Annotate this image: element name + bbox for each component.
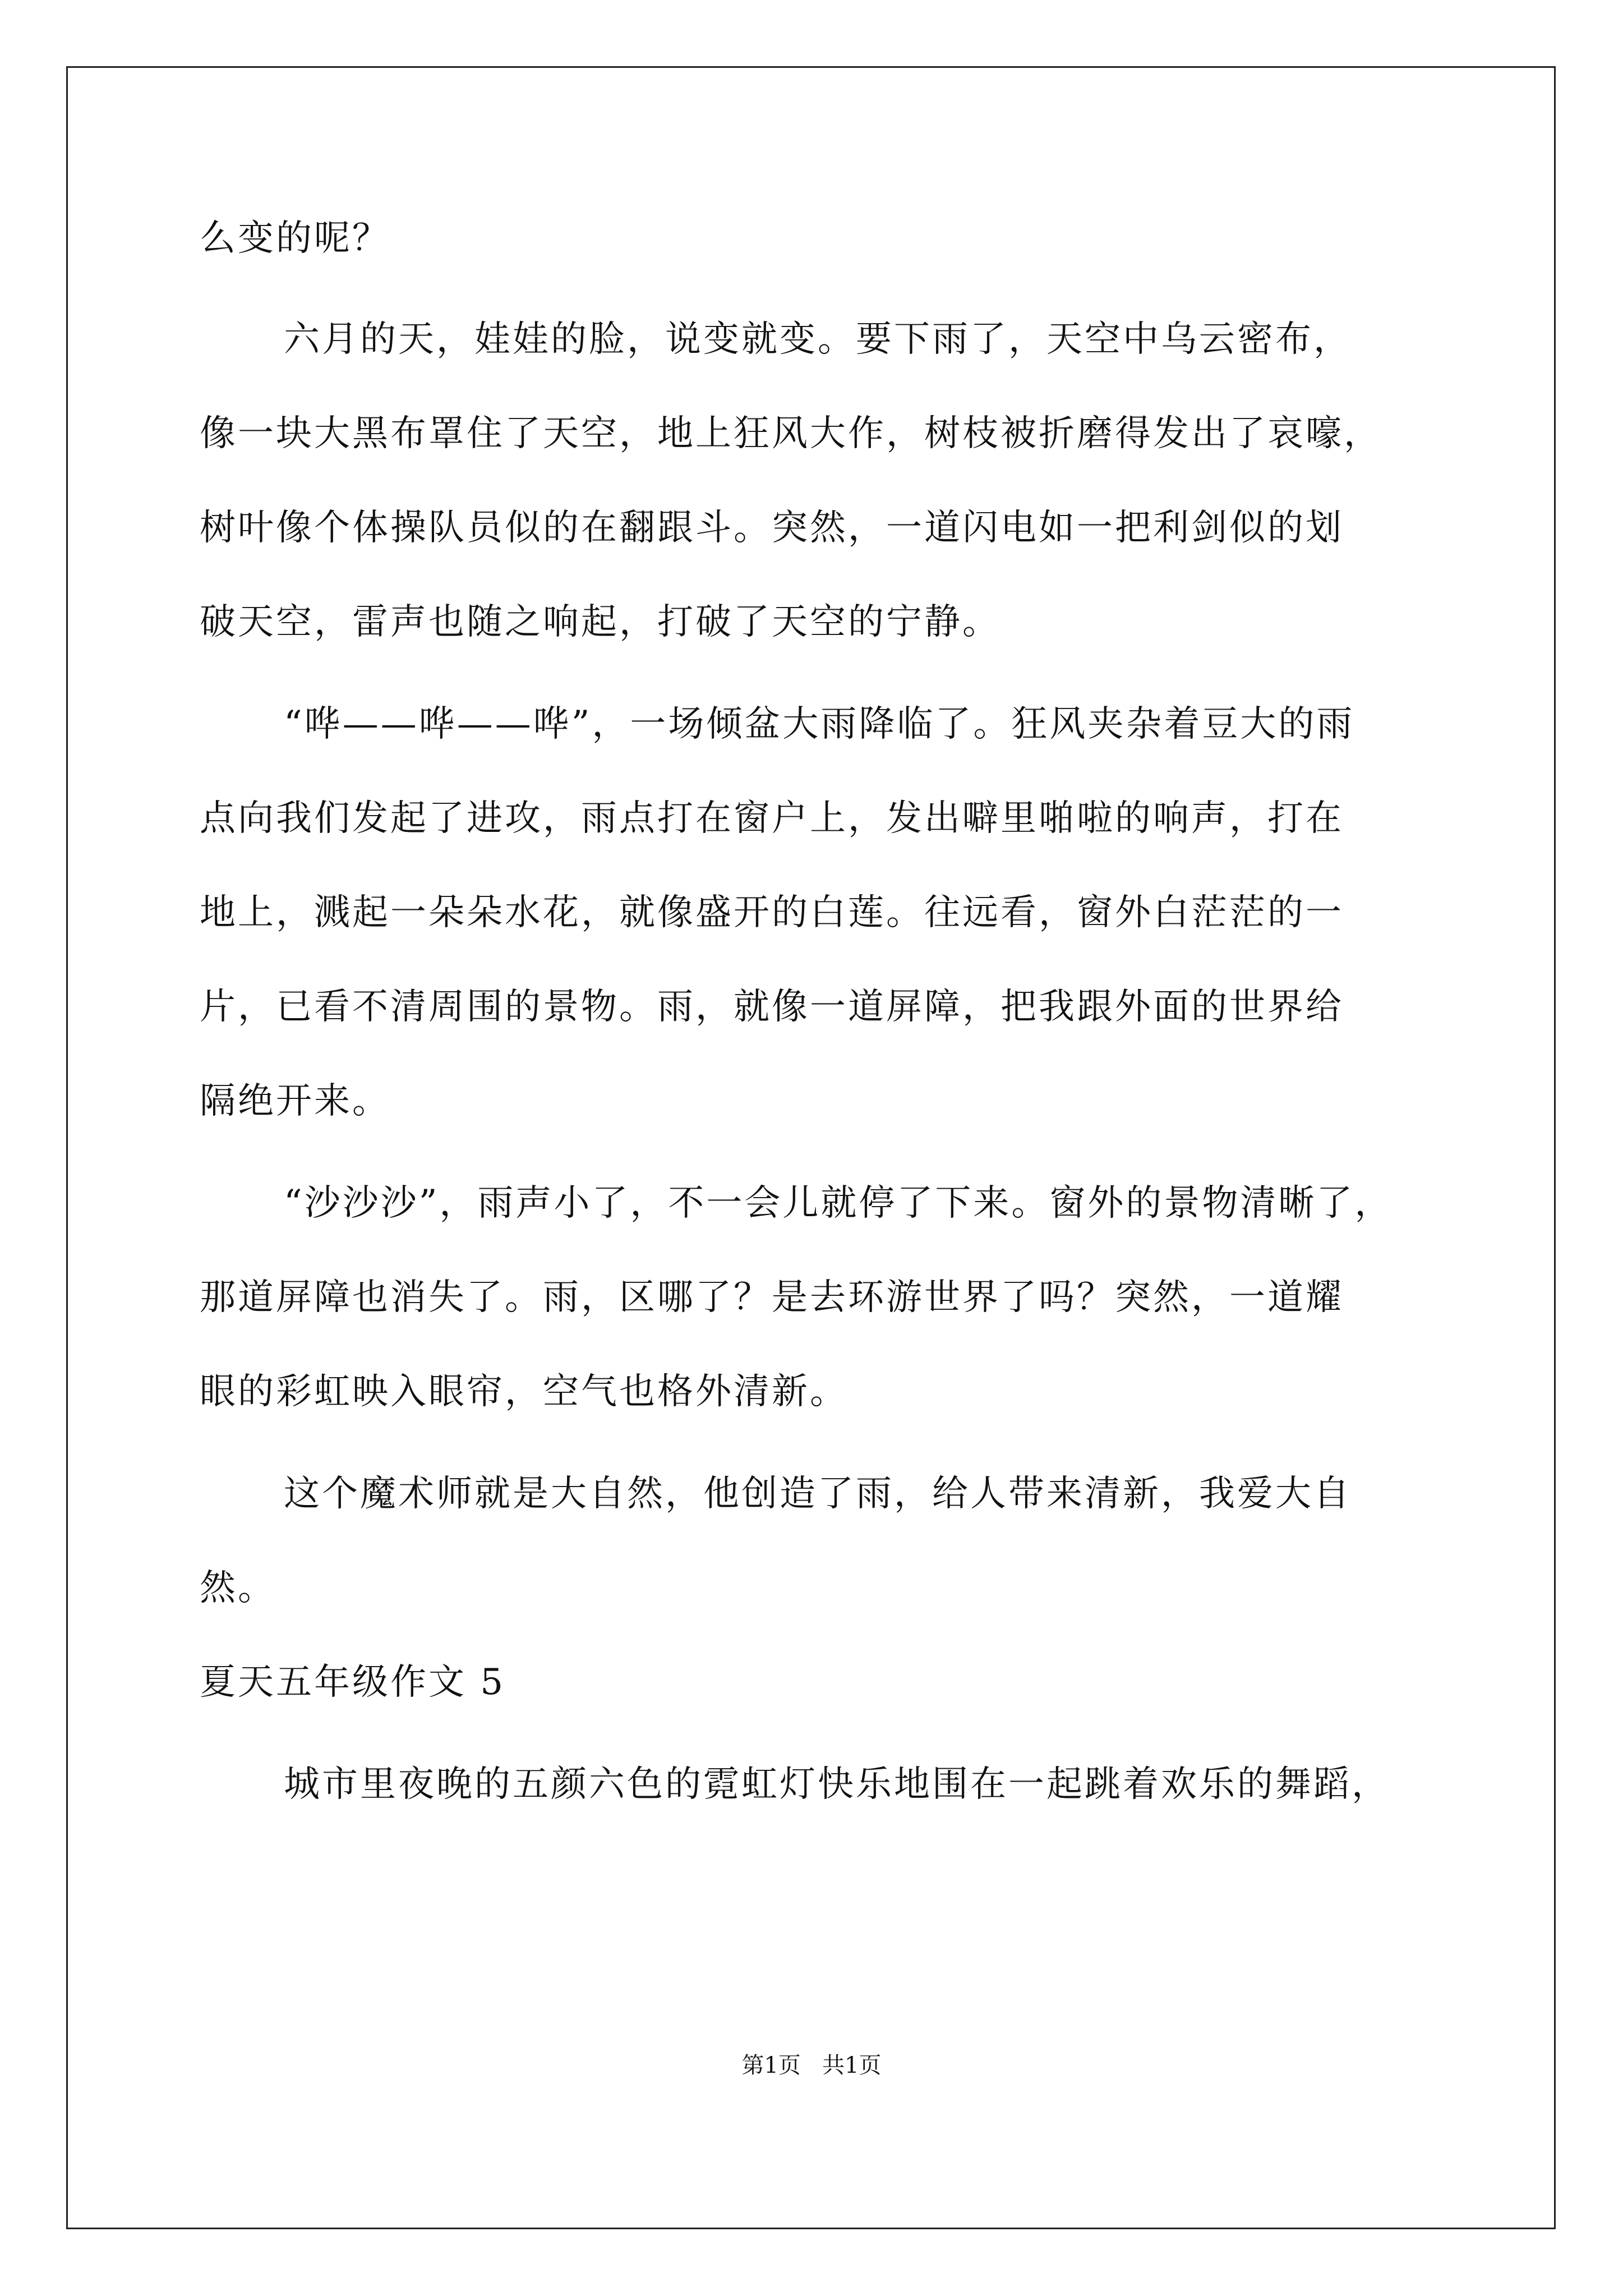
text-line-11: “沙沙沙”，雨声小了，不一会儿就停了下来。窗外的景物清晰了， xyxy=(284,1182,1393,1224)
section-heading: 夏天五年级作文 5 xyxy=(200,1662,506,1703)
text-line-3: 像一块大黑布罩住了天空，地上狂风大作，树枝被折磨得发出了哀嚎， xyxy=(200,413,1382,454)
text-line-17: 城市里夜晚的五颜六色的霓虹灯快乐地围在一起跳着欢乐的舞蹈， xyxy=(284,1764,1390,1805)
text-line-4: 树叶像个体操队员似的在翻跟斗。突然，一道闪电如一把利剑似的划 xyxy=(200,507,1344,549)
text-line-1: 么变的呢？ xyxy=(200,218,390,259)
text-line-10: 隔绝开来。 xyxy=(200,1080,390,1122)
text-line-5: 破天空，雷声也随之响起，打破了天空的宁静。 xyxy=(200,601,1000,643)
text-line-2: 六月的天，娃娃的脸，说变就变。要下雨了，天空中乌云密布， xyxy=(284,319,1352,360)
text-line-6: “哗——哗——哗”，一场倾盆大雨降临了。狂风夹杂着豆大的雨 xyxy=(284,703,1355,745)
text-line-13: 眼的彩虹映入眼帘，空气也格外清新。 xyxy=(200,1371,848,1412)
text-line-8: 地上，溅起一朵朵水花，就像盛开的白莲。往远看，窗外白茫茫的一 xyxy=(200,892,1344,933)
page-footer: 第1页 共1页 xyxy=(741,2053,882,2078)
text-line-14: 这个魔术师就是大自然，他创造了雨，给人带来清新，我爱大自 xyxy=(284,1473,1352,1515)
page-frame xyxy=(66,66,1556,2229)
text-line-12: 那道屏障也消失了。雨，区哪了？是去环游世界了吗？突然，一道耀 xyxy=(200,1277,1344,1318)
text-line-9: 片，已看不清周围的景物。雨，就像一道屏障，把我跟外面的世界给 xyxy=(200,986,1344,1028)
text-line-15: 然。 xyxy=(200,1567,276,1609)
text-line-7: 点向我们发起了进攻，雨点打在窗户上，发出噼里啪啦的响声，打在 xyxy=(200,798,1344,839)
